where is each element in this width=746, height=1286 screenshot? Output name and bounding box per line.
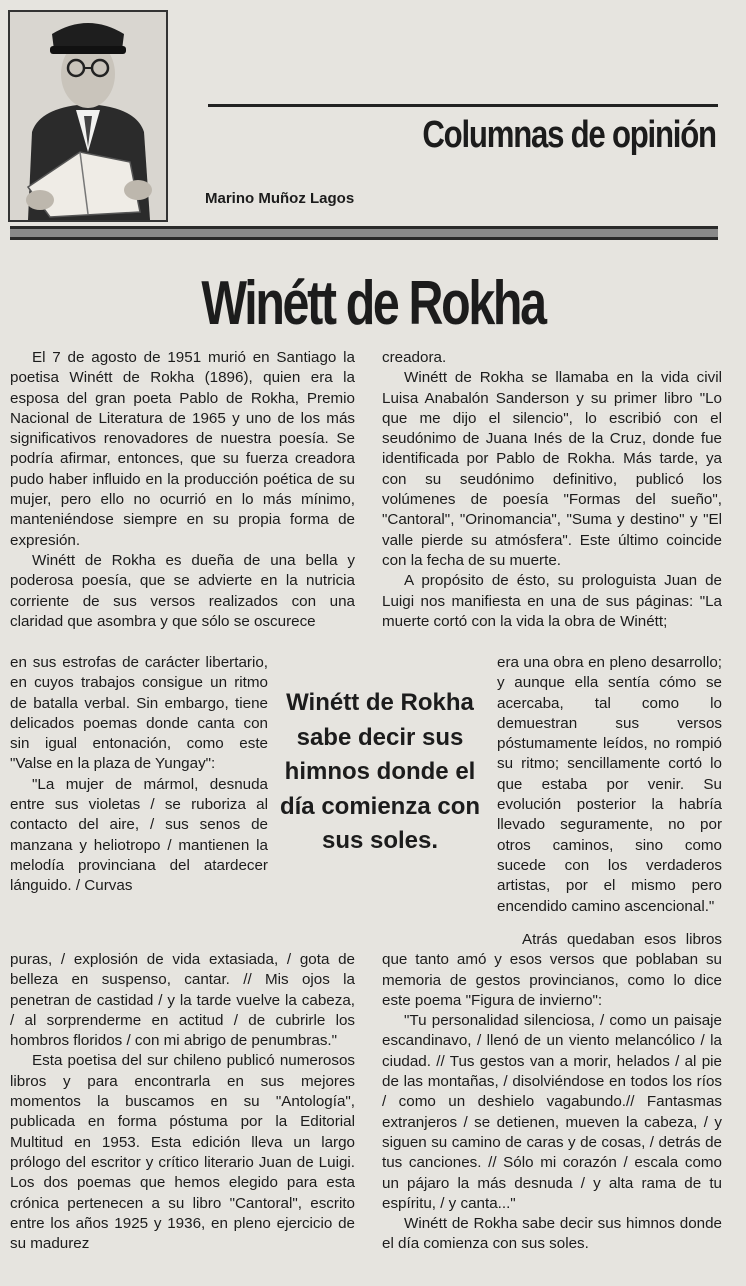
- paragraph: Esta poetisa del sur chileno publicó numerosos libros y para encontrarla en sus mejores momentos la buscamos en su "Antología", publicada en forma póstuma por la Editorial Multitud en 1953. Esta edición lleva un largo prólogo del escritor y crítico literario Juan de Luigi. Los dos poemas que hemos elegido para esta crónica pertenecen a su libro "Cantoral", escrito entre los años 1925 y 1936, en pleno ejercicio de su madurez: [10, 1052, 355, 1253]
- author-photo: [8, 10, 168, 222]
- paragraph: creadora.: [382, 349, 447, 366]
- column-right-mid: [497, 653, 722, 917]
- paragraph: A propósito de ésto, su prologuista Juan de Luigi nos manifiesta en una de sus páginas: "La muerte cortó con la vida la obra de Winétt;: [382, 572, 722, 630]
- poem-quote: "La mujer de mármol, desnuda entre sus violetas / se ruboriza al contacto del aire, / sus senos de manzana y heliotropo / mantienen la melodía provinciana del atardecer lánguido. / Curvas: [10, 775, 268, 895]
- header-rule: [208, 104, 718, 107]
- column-right-top: [382, 348, 722, 632]
- author-name: Marino Muñoz Lagos: [205, 190, 355, 207]
- paragraph: en sus estrofas de carácter libertario, en cuyos trabajos consigue un ritmo de batalla verbal. Sin embargo, tiene delicados poemas donde canta con sin igual entonación, como este "Valse en la plaza de Yungay":: [10, 654, 268, 773]
- section-title: Columnas de opinión: [422, 114, 716, 156]
- paragraph: Winétt de Rokha sabe decir sus himnos donde el día comienza con sus soles.: [382, 1215, 722, 1253]
- header-band: [10, 226, 718, 240]
- headline: Winétt de Rokha: [201, 269, 545, 338]
- paragraph: puras, / explosión de vida extasiada, / gota de belleza en suspenso, cantar. // Mis ojos la penetran de castidad / y la tarde vuelve la cabeza, / al sorprenderme en actitud / de cubrirle los hombros floridos / con mi abrigo de penumbras.": [10, 951, 355, 1050]
- column-right-bottom: [382, 930, 722, 1255]
- pull-quote: Winétt de Rokha sabe decir sus himnos donde el día comienza con sus soles.: [279, 689, 481, 854]
- paragraph: Winétt de Rokha es dueña de una bella y poderosa poesía, que se advierte en la nutricia corriente de sus versos realizados con una claridad que asombra y que sólo se oscurece: [10, 551, 355, 630]
- column-left-mid: [10, 653, 268, 897]
- paragraph: Winétt de Rokha se llamaba en la vida civil Luisa Anabalón Sanderson y su primer libro "Lo que me dijo el silencio", lo escribió con el seudónimo de Juana Inés de la Cruz, donde fue identificada por Pablo de Rokha. Más tarde, ya con su seudónimo definitivo, publicó los volúmenes de poesía "Formas del sueño", "Cantoral", "Orinomancia", "Suma y destino" y "El valle pierde su atmósfera". Este último coincide con la fecha de su muerte.: [382, 369, 722, 569]
- poem-quote: "Tu personalidad silenciosa, / como un paisaje escandinavo, / llenó de un viento melancólico / la ciudad. // Tus gestos van a morir, helados / al pie de las montañas, / disolviéndose en todos los ríos / como un deshielo vagabundo.// Fantasmas extranjeros / se detienen, mueven la cabeza, / y siguen su camino de caras y de cosas, / detrás de tus canciones. // Sólo mi corazón / escala como un pájaro la más desnuda / y alta rama de tu espíritu, / y canta...": [382, 1012, 722, 1212]
- column-left-bottom: [10, 950, 355, 1254]
- paragraph: era una obra en pleno desarrollo; y aunque ella sentía cómo se acercaba, tal como lo demuestran sus versos póstumamente leídos, no rompió su ritmo; sencillamente cortó lo que estaba por venir. Su evolución posterior la habría llevado seguramente, no por otros caminos, sino como sucede con los verdaderos artistas, por el mismo pero encendido camino ascencional.": [497, 654, 722, 915]
- paragraph: El 7 de agosto de 1951 murió en Santiago la poetisa Winétt de Rokha (1896), quien era la esposa del gran poeta Pablo de Rokha, Premio Nacional de Literatura de 1965 y uno de los más significativos renovadores de nuestra poesía. Se podría afirmar, entonces, que su fuerza creadora pudo haber influido en la producción poética de su mujer, pero ello no ocurrió en lo más mínimo, manteniéndose siempre en su propia forma de expresión.: [10, 349, 355, 549]
- paragraph: Atrás quedaban esos libros que tanto amó y esos versos que poblaban su memoria de gestos provincianos, como lo dice este poema "Figura de invierno":: [382, 931, 722, 1009]
- column-left-top: [10, 348, 355, 632]
